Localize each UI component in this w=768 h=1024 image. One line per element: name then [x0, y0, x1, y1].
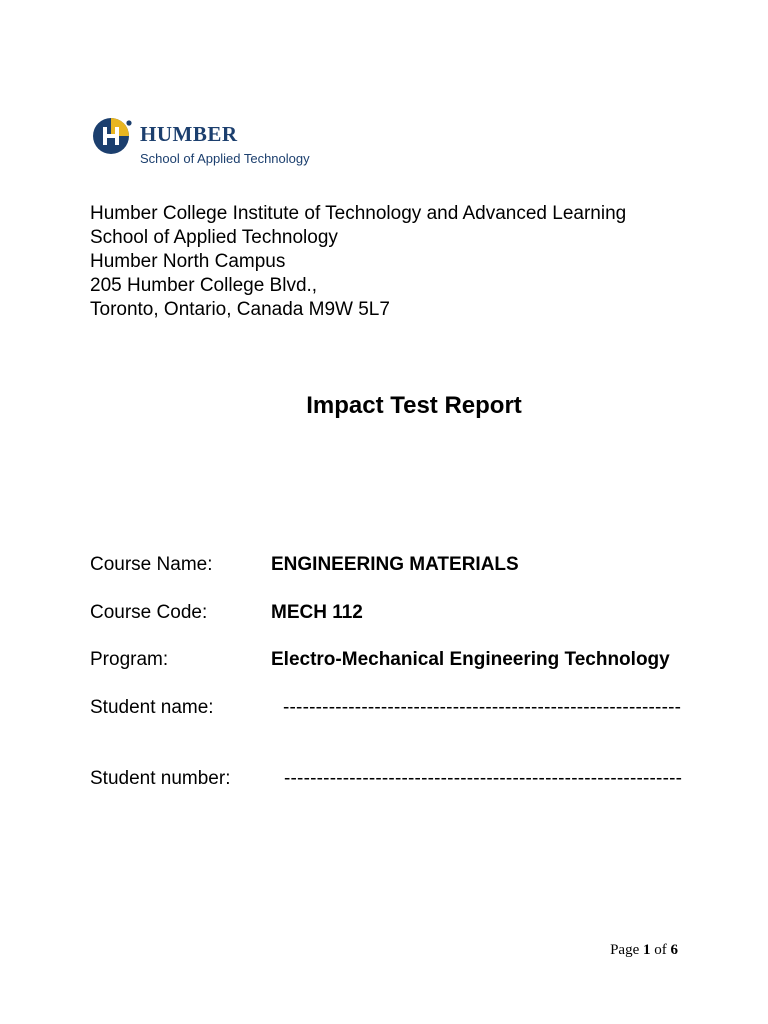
page-word: Page: [610, 942, 640, 958]
page-number: [610, 942, 678, 959]
humber-emblem-icon: [92, 116, 132, 156]
address-line: Humber College Institute of Technology and Advanced Learning: [90, 203, 627, 224]
address-line: Toronto, Ontario, Canada M9W 5L7: [90, 299, 390, 320]
student-number-blank: -------------------------------------------------------------: [284, 768, 683, 789]
current-page: 1: [643, 942, 651, 958]
course-name-value: ENGINEERING MATERIALS: [271, 554, 519, 575]
course-name-label: Course Name:: [90, 554, 213, 575]
logo-subtitle: School of Applied Technology: [140, 151, 310, 166]
address-line: 205 Humber College Blvd.,: [90, 275, 318, 296]
logo-wordmark: HUMBER: [140, 122, 238, 146]
of-word: of: [654, 942, 667, 958]
address-line: Humber North Campus: [90, 251, 286, 272]
student-name-blank: -------------------------------------------------------------: [283, 697, 682, 718]
student-number-label: Student number:: [90, 768, 231, 789]
student-name-label: Student name:: [90, 697, 214, 718]
total-pages: 6: [670, 942, 678, 958]
course-code-label: Course Code:: [90, 602, 208, 623]
humber-logo: [92, 116, 352, 172]
course-code-value: MECH 112: [271, 602, 363, 623]
program-label: Program:: [90, 649, 169, 670]
report-title: Impact Test Report: [306, 392, 522, 419]
address-line: School of Applied Technology: [90, 227, 338, 248]
address-block: [90, 202, 626, 322]
program-value: Electro-Mechanical Engineering Technology: [271, 649, 670, 670]
